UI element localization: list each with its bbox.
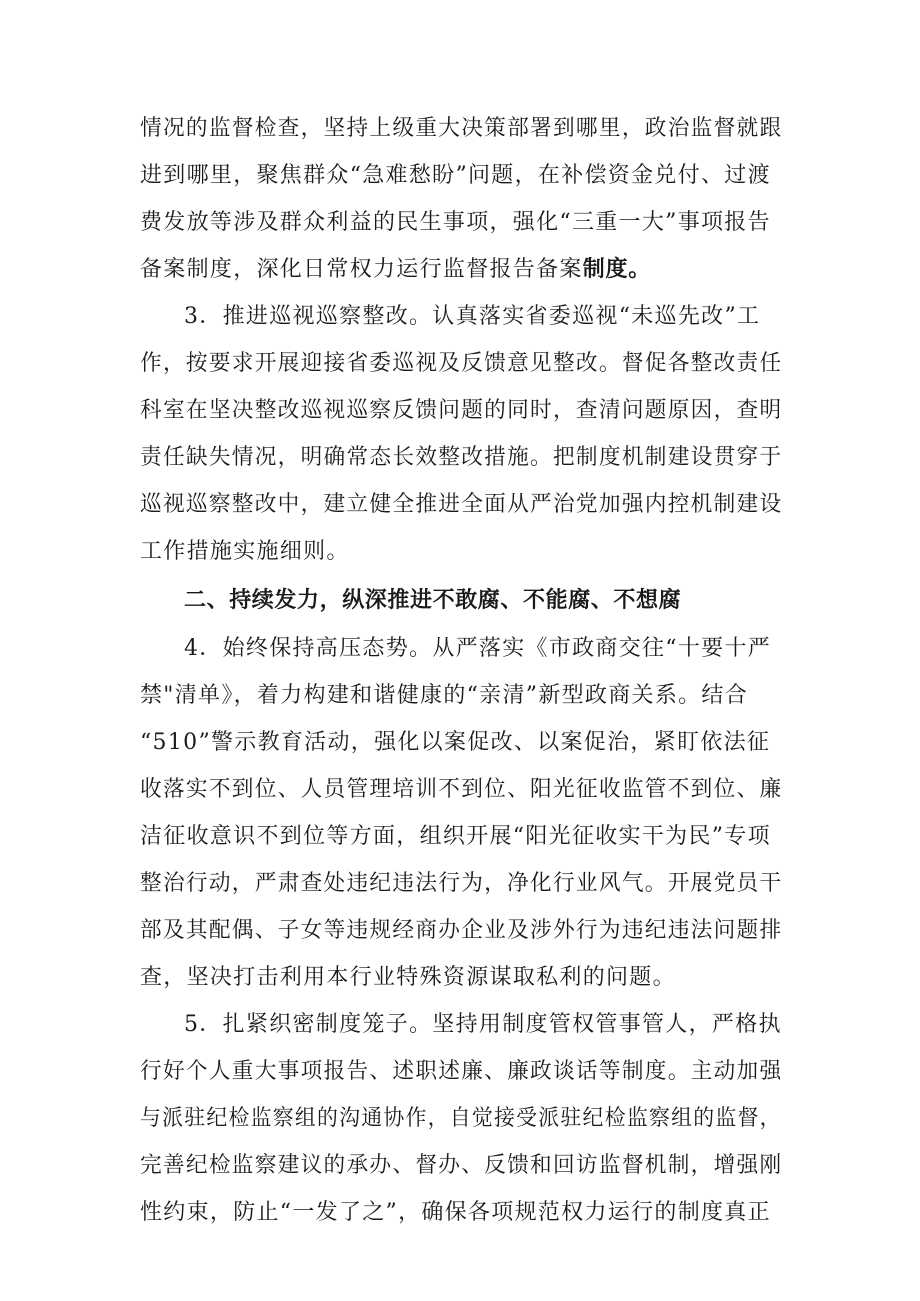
paragraph-text: 备案制度，深化日常权力运行监督报告备案 [140,257,583,282]
paragraph-text-bold: 制度。 [582,257,652,282]
paragraph-line: 工作措施实施细则。 [140,539,350,564]
paragraph-line: 责任缺失情况，明确常态长效整改措施。把制度机制建设贯穿于 [140,445,783,470]
paragraph-line: 进到哪里，聚焦群众“急难愁盼”问题，在补偿资金兑付、过渡 [140,163,771,188]
paragraph-line: 巡视巡察整改中，建立健全推进全面从严治党加强内控机制建设 [140,492,783,517]
paragraph-line: 情况的监督检查，坚持上级重大决策部署到哪里，政治监督就跟 [140,116,783,141]
paragraph-line: 完善纪检监察建议的承办、督办、反馈和回访监督机制，增强刚 [140,1153,783,1178]
section-heading: 二、持续发力，纵深推进不敢腐、不能腐、不想腐 [184,588,682,613]
paragraph-line: 洁征收意识不到位等方面，组织开展“阳光征收实干为民”专项 [140,824,771,849]
item-4-title-line: 4．始终保持高压态势。从严落实《市政商交往“十要十严 [184,636,772,661]
paragraph-line: “510”警示教育活动，强化以案促改、以案促治，紧盯依法征 [140,730,771,755]
paragraph-line: 费发放等涉及群众利益的民生事项，强化“三重一大”事项报告 [140,210,771,235]
paragraph-line [140,255,651,285]
paragraph-line: 部及其配偶、子女等违规经商办企业及涉外行为违纪违法问题排 [140,918,783,943]
paragraph-line: 收落实不到位、人员管理培训不到位、阳光征收监管不到位、廉 [140,777,783,802]
item-3-title-line: 3．推进巡视巡察整改。认真落实省委巡视“未巡先改”工 [184,304,761,329]
paragraph-line: 科室在坚决整改巡视巡察反馈问题的同时，查清问题原因，查明 [140,398,783,423]
paragraph-line: 整治行动，严肃查处违纪违法行为，净化行业风气。开展党员干 [140,871,783,896]
paragraph-line: 与派驻纪检监察组的沟通协作，自觉接受派驻纪检监察组的监督， [140,1106,782,1131]
paragraph-line: 作，按要求开展迎接省委巡视及反馈意见整改。督促各整改责任 [140,351,783,376]
paragraph-line: 性约束，防止“一发了之”，确保各项规范权力运行的制度真正 [140,1200,771,1225]
paragraph-line: 禁"清单》，着力构建和谐健康的“亲清”新型政商关系。结合 [140,683,749,708]
paragraph-line: 查，坚决打击利用本行业特殊资源谋取私利的问题。 [140,965,676,990]
paragraph-line: 行好个人重大事项报告、述职述廉、廉政谈话等制度。主动加强 [140,1059,783,1084]
item-5-title-line: 5．扎紧织密制度笼子。坚持用制度管权管事管人，严格执 [184,1012,782,1037]
